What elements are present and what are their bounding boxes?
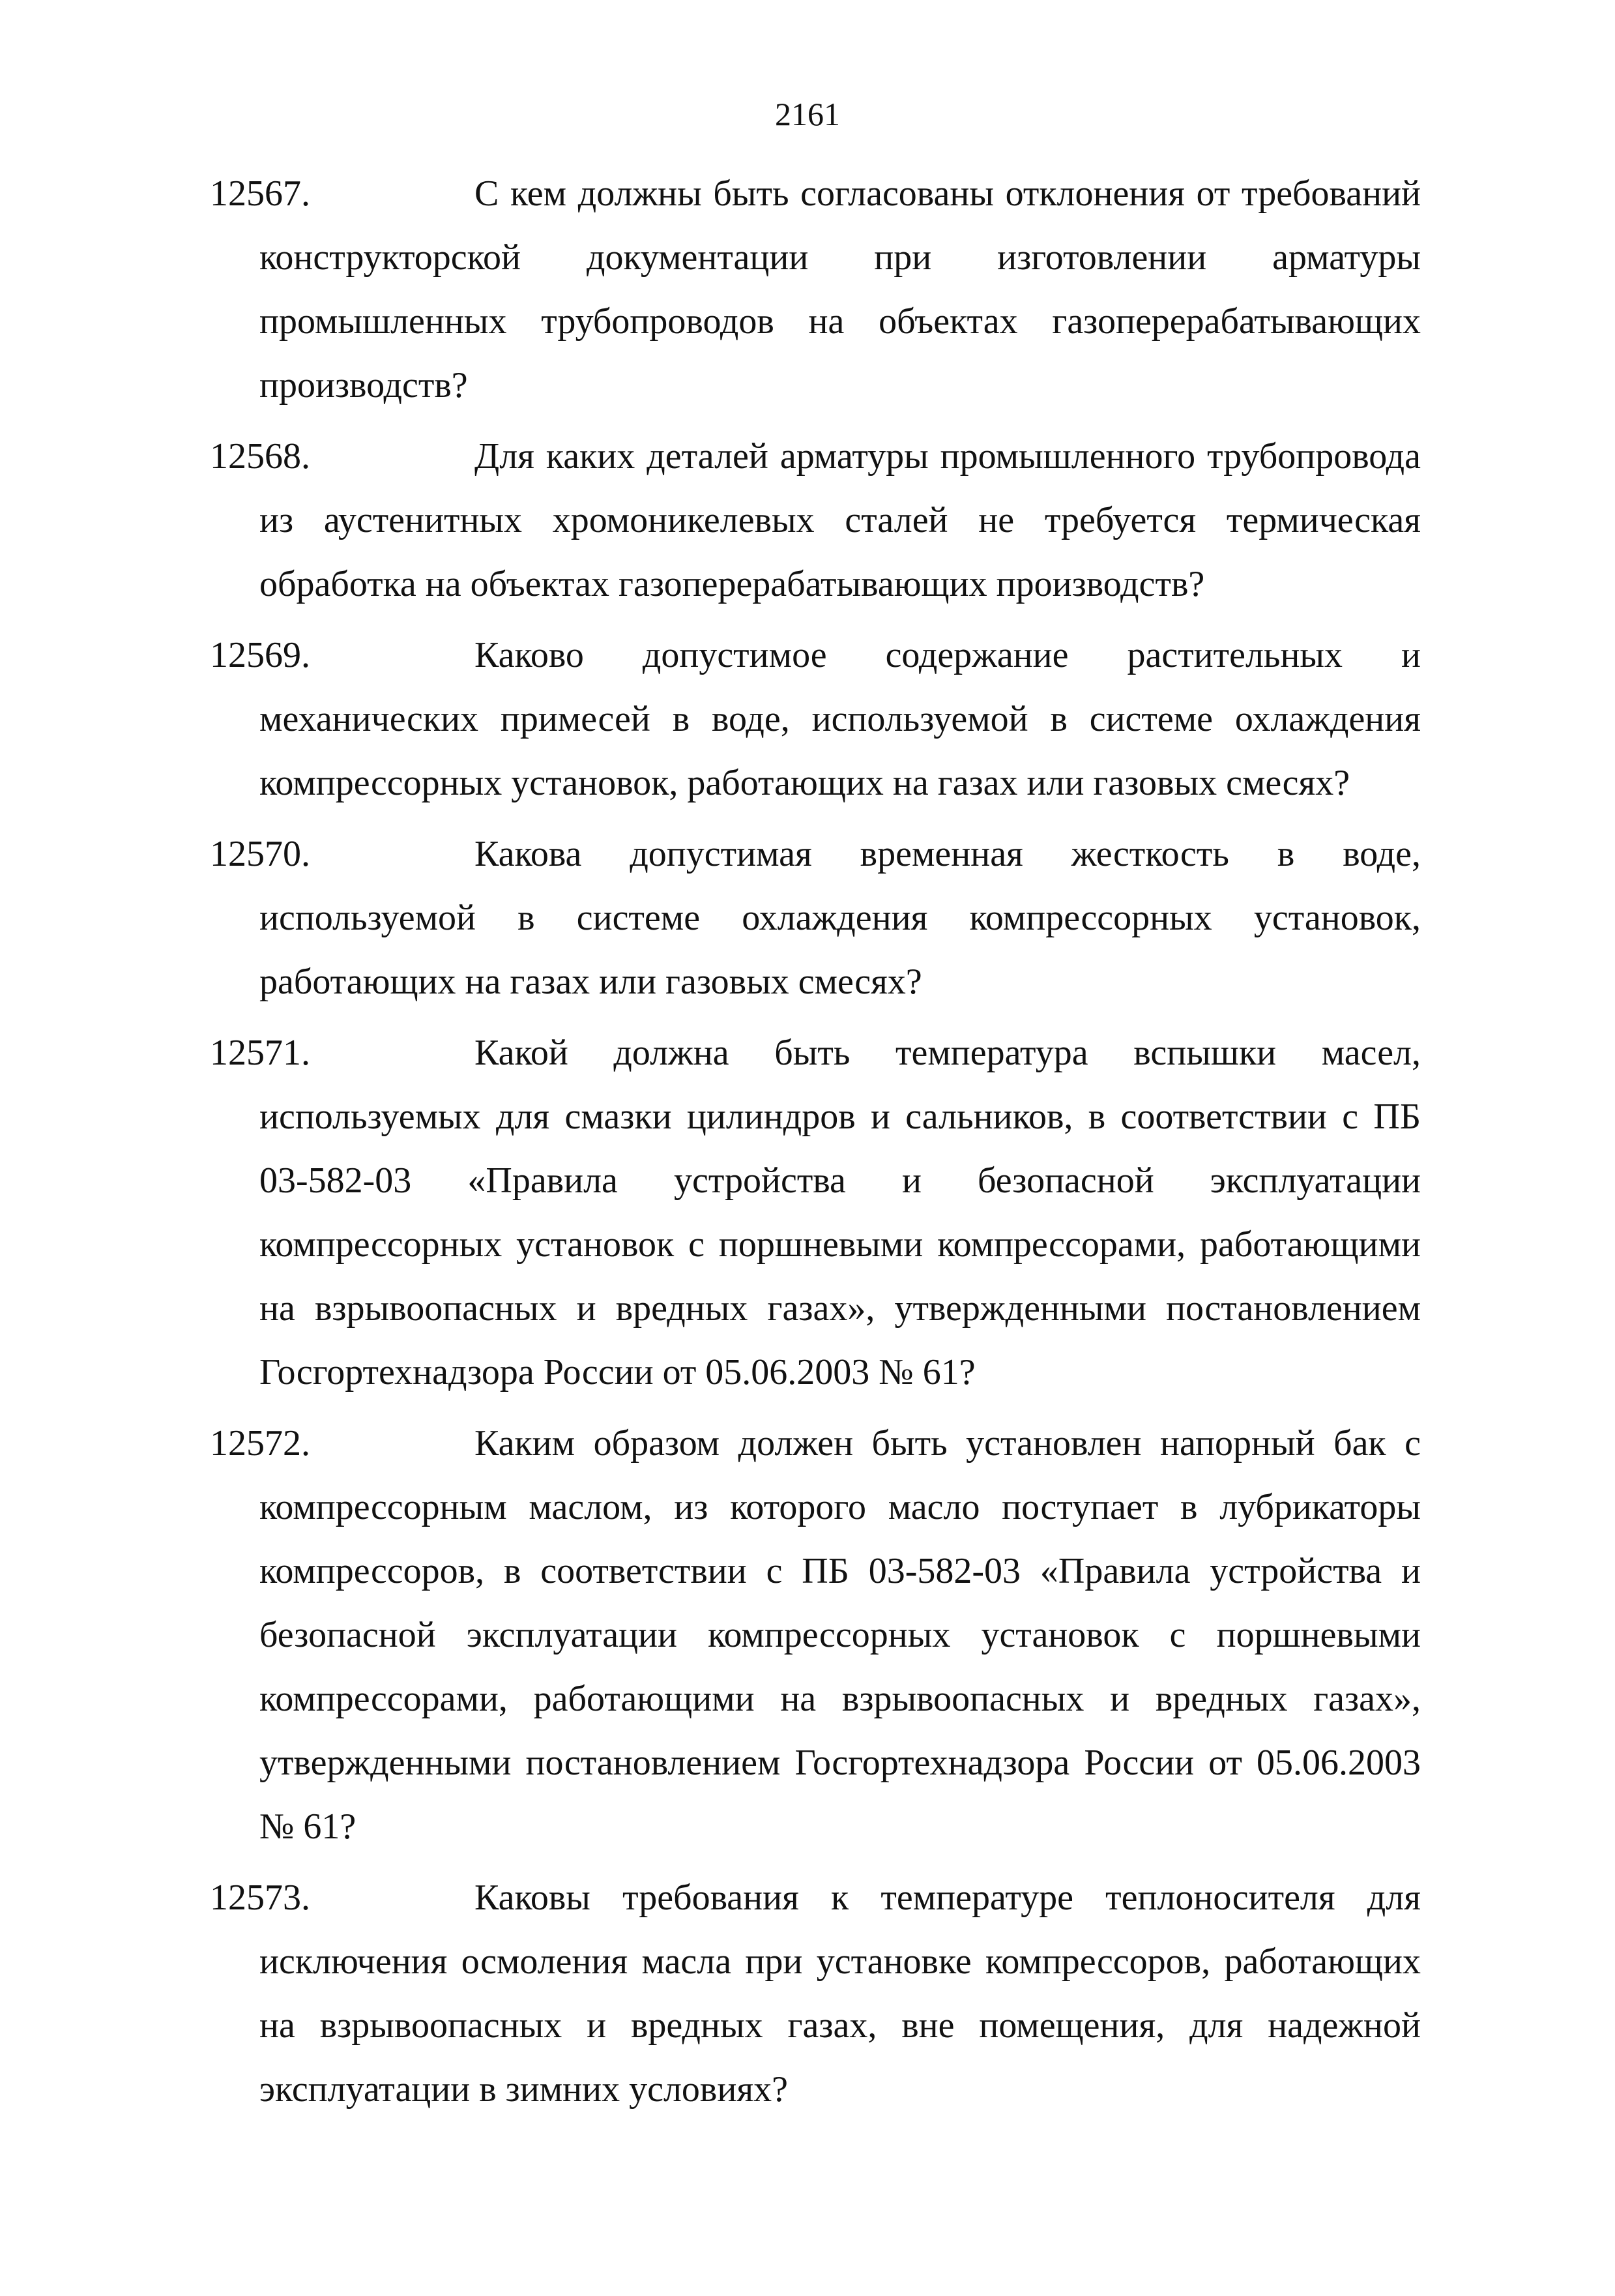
question-number: 12568. (210, 436, 310, 477)
question-number: 12572. (210, 1423, 310, 1464)
question-number: 12570. (210, 834, 310, 874)
question-item (210, 1411, 1421, 1859)
question-item (210, 162, 1421, 417)
question-text: Каковы требования к температуре теплоносителя для исключения осмоления масла при установке компрессоров, работающих на взрывоопасных и вредных газах, вне помещения, для надежной эксплуатации в зимних условиях? (259, 1877, 1421, 2110)
question-item (210, 1866, 1421, 2121)
question-item (210, 424, 1421, 616)
question-number: 12567. (210, 173, 310, 214)
question-number: 12569. (210, 635, 310, 675)
question-text: Каким образом должен быть установлен напорный бак с компрессорным маслом, из которого масло поступает в лубрикаторы компрессоров, в соответствии с ПБ 03-582-03 «Правила устройства и безопасной эксплуатации компрессорных установок с поршневыми компрессорами, работающими на взрывоопасных и вредных газах», утвержденными постановлением Госгортехнадзора России от 05.06.2003 № 61? (259, 1423, 1421, 1847)
question-item (210, 822, 1421, 1014)
question-number: 12573. (210, 1877, 310, 1918)
question-text: Какова допустимая временная жесткость в воде, используемой в системе охлаждения компрессорных установок, работающих на газах или газовых смесях? (259, 834, 1421, 1002)
question-number: 12571. (210, 1033, 310, 1073)
question-item (210, 623, 1421, 815)
question-text: Каково допустимое содержание растительных и механических примесей в воде, используемой в системе охлаждения компрессорных установок, работающих на газах или газовых смесях? (259, 635, 1421, 803)
question-text: Какой должна быть температура вспышки масел, используемых для смазки цилиндров и сальников, в соответствии с ПБ 03-582-03 «Правила устройства и безопасной эксплуатации компрессорных установок с поршневыми компрессорами, работающими на взрывоопасных и вредных газах», утвержденными постановлением Госгортехнадзора России от 05.06.2003 № 61? (259, 1033, 1421, 1392)
question-text: Для каких деталей арматуры промышленного трубопровода из аустенитных хромоникелевых сталей не требуется термическая обработка на объектах газоперерабатывающих производств? (259, 436, 1421, 604)
question-item (210, 1021, 1421, 1404)
question-list (210, 162, 1421, 2128)
page-number: 2161 (775, 96, 840, 132)
question-text: С кем должны быть согласованы отклонения от требований конструкторской документации при изготовлении арматуры промышленных трубопроводов на объектах газоперерабатывающих производств? (259, 173, 1421, 405)
